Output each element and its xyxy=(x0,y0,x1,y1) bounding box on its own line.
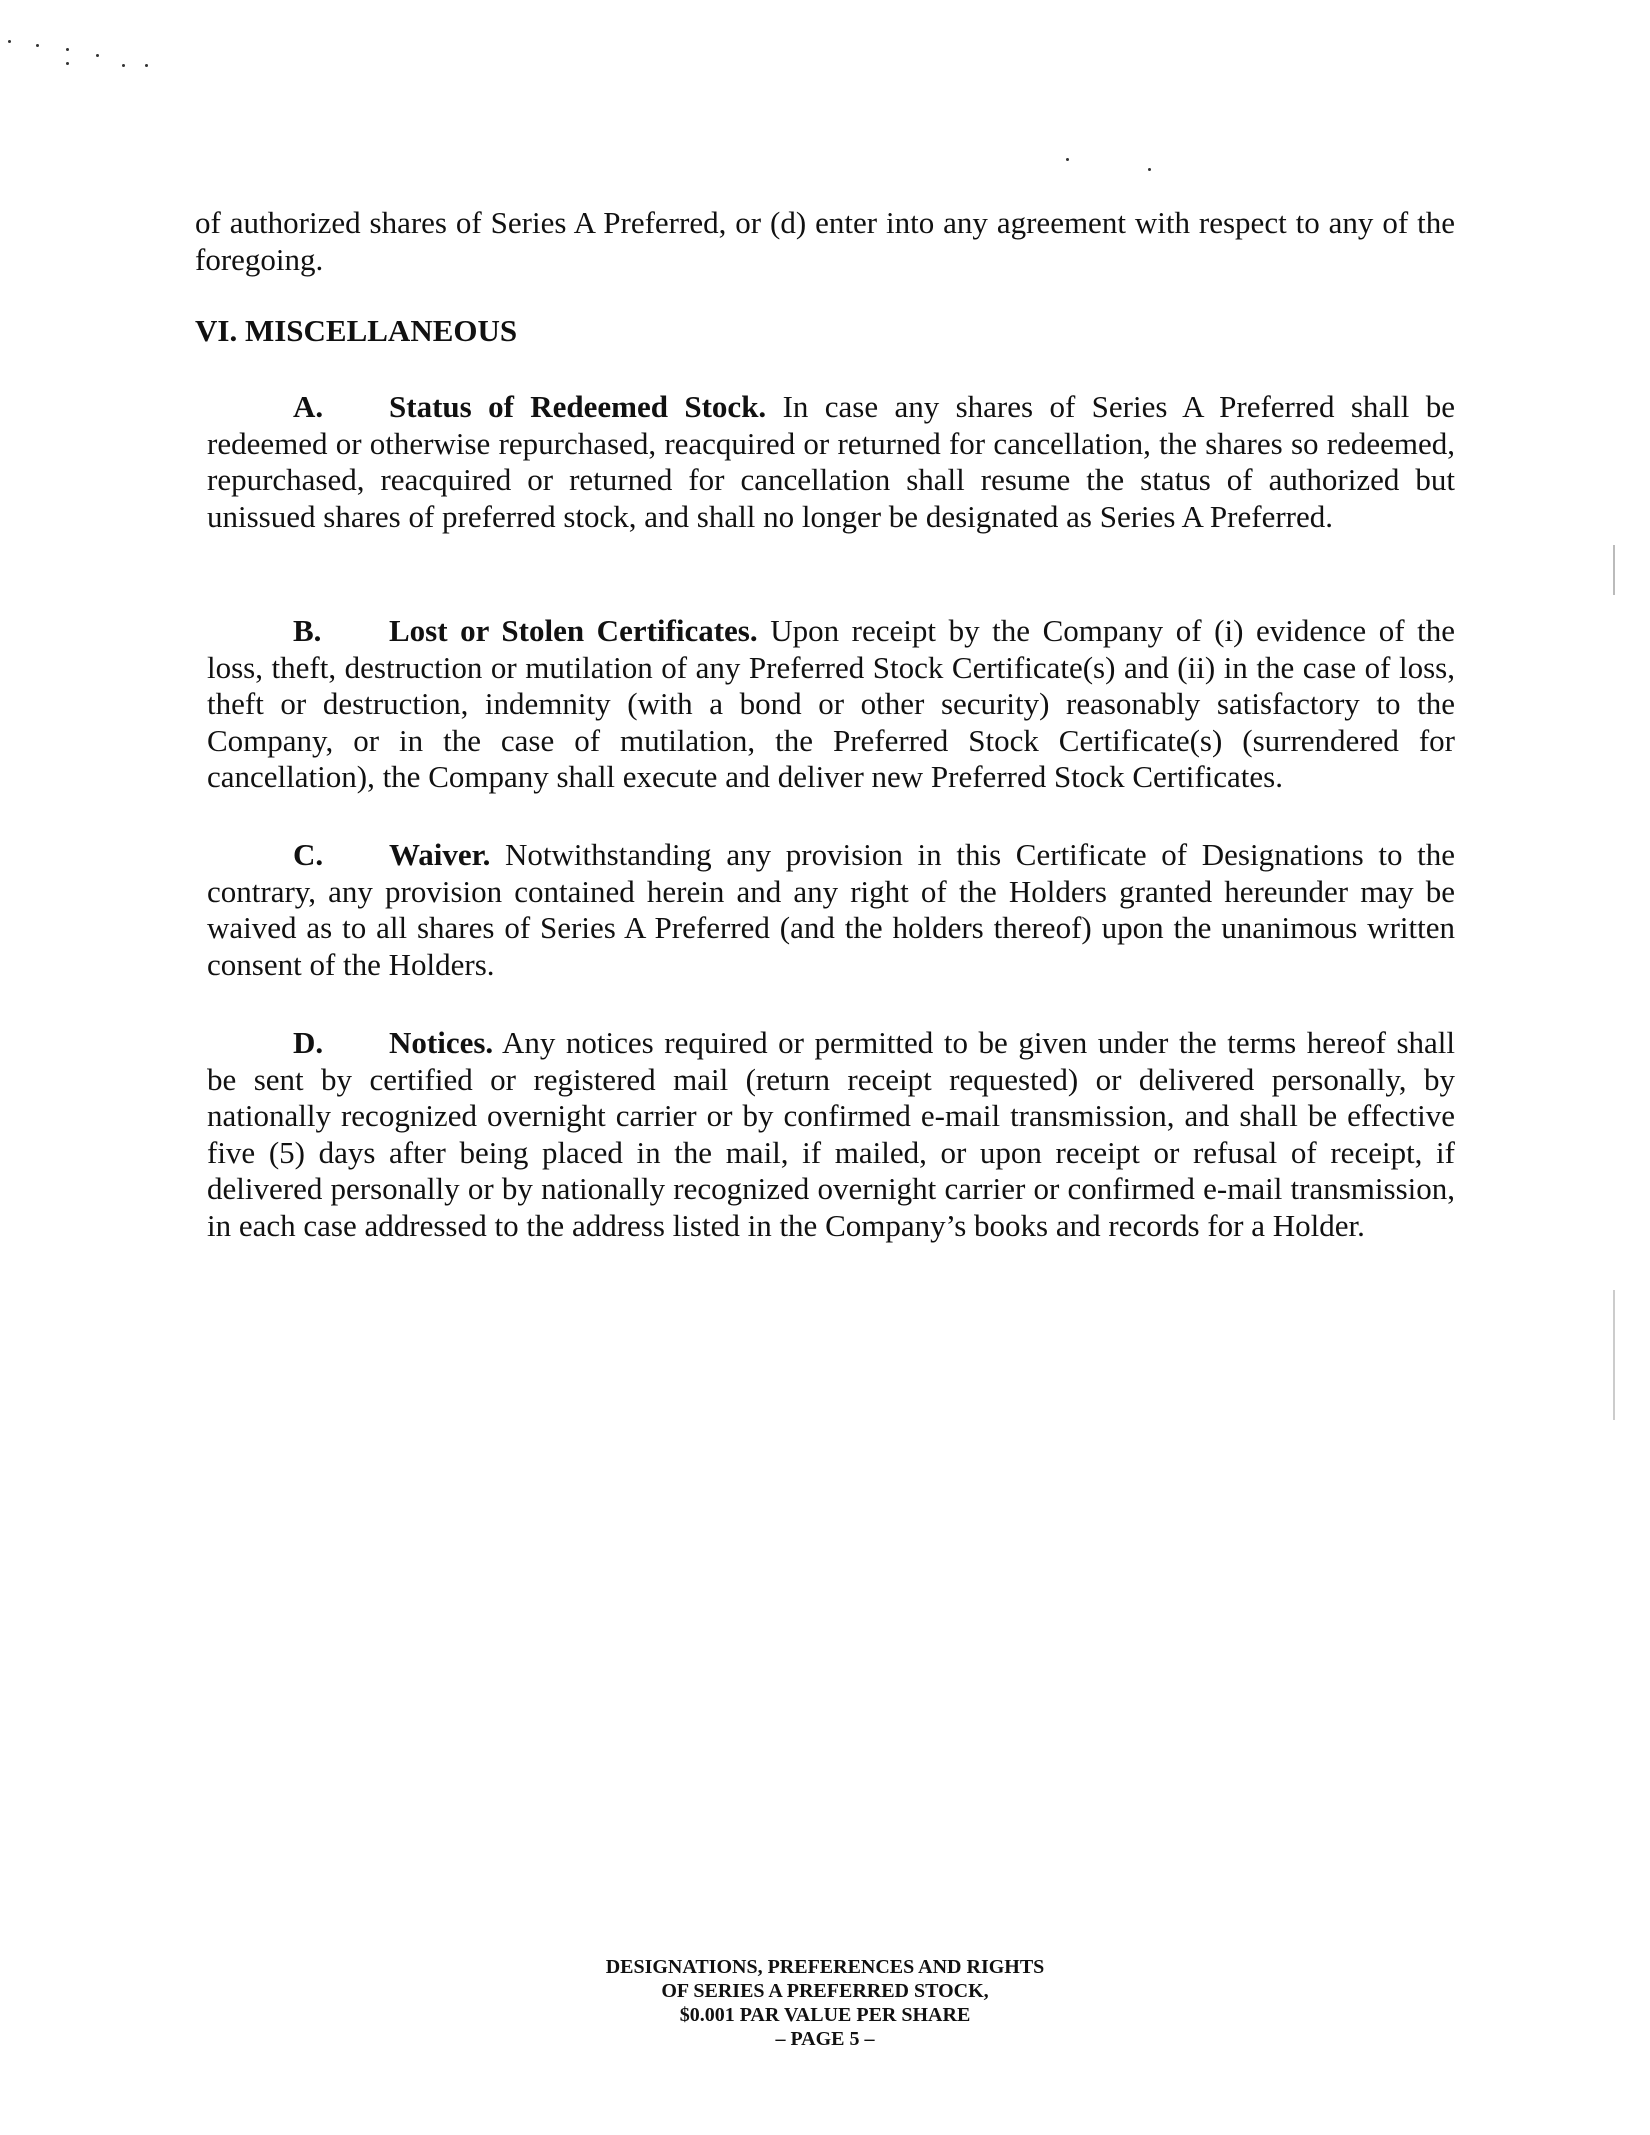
section-letter: D. xyxy=(293,1025,324,1060)
page-footer xyxy=(0,1955,1650,2051)
intro-paragraph xyxy=(195,205,1455,278)
section-body: Notwithstanding any provision in this Certificate of Designations to the contrary, any provision contained herein and any right of the Holders granted hereunder may be waived as to all shares of Series A Preferred (and the holders thereof) upon the unanimous written consent of the Holders. xyxy=(207,837,1455,982)
intro-text: of authorized shares of Series A Preferred, or (d) enter into any agreement with respect to any of the foregoing. xyxy=(195,205,1455,277)
section-d xyxy=(207,1025,1455,1244)
section-title: Status of Redeemed Stock. xyxy=(389,389,767,424)
section-body: Upon receipt by the Company of (i) evidence of the loss, theft, destruction or mutilation of any Preferred Stock Certificate(s) and (ii) in the case of loss, theft or destruction, indemnity (with a bond or other security) reasonably satisfactory to the Company, or in the case of mutilation, the Preferred Stock Certificate(s) (surrendered for cancellation), the Company shall execute and deliver new Preferred Stock Certificates. xyxy=(207,613,1456,794)
section-a xyxy=(207,389,1455,535)
footer-line-3: $0.001 PAR VALUE PER SHARE xyxy=(679,2004,971,2026)
section-b xyxy=(207,613,1455,796)
section-title: Lost or Stolen Certificates. xyxy=(389,613,758,648)
section-letter: C. xyxy=(293,837,324,872)
section-letter: A. xyxy=(293,389,324,424)
section-body: Any notices required or permitted to be given under the terms hereof shall be sent by certified or registered mail (return receipt requested) or delivered personally, by nationally recognized overnight carrier or by confirmed e-mail transmission, and shall be effective five (5) days after being placed in the mail, if mailed, or upon receipt or refusal of receipt, if delivered personally or by nationally recognized overnight carrier or confirmed e-mail transmission, in each case addressed to the address listed in the Company’s books and records for a Holder. xyxy=(207,1025,1455,1243)
scan-edge-mark xyxy=(1613,545,1615,595)
section-title: Waiver. xyxy=(389,837,491,872)
section-c xyxy=(207,837,1455,983)
footer-line-1: DESIGNATIONS, PREFERENCES AND RIGHTS xyxy=(605,1956,1045,1978)
footer-line-2: OF SERIES A PREFERRED STOCK, xyxy=(661,1980,989,2002)
scan-edge-mark xyxy=(1613,1290,1615,1420)
footer-page-number: – PAGE 5 – xyxy=(775,2028,875,2050)
section-letter: B. xyxy=(293,613,322,648)
section-title: Notices. xyxy=(389,1025,494,1060)
section-body: In case any shares of Series A Preferred shall be redeemed or otherwise repurchased, reacquired or returned for cancellation, the shares so redeemed, repurchased, reacquired or returned for cancellation shall resume the status of authorized but unissued shares of preferred stock, and shall no longer be designated as Series A Preferred. xyxy=(207,389,1455,534)
section-heading: VI. MISCELLANEOUS xyxy=(195,313,518,348)
